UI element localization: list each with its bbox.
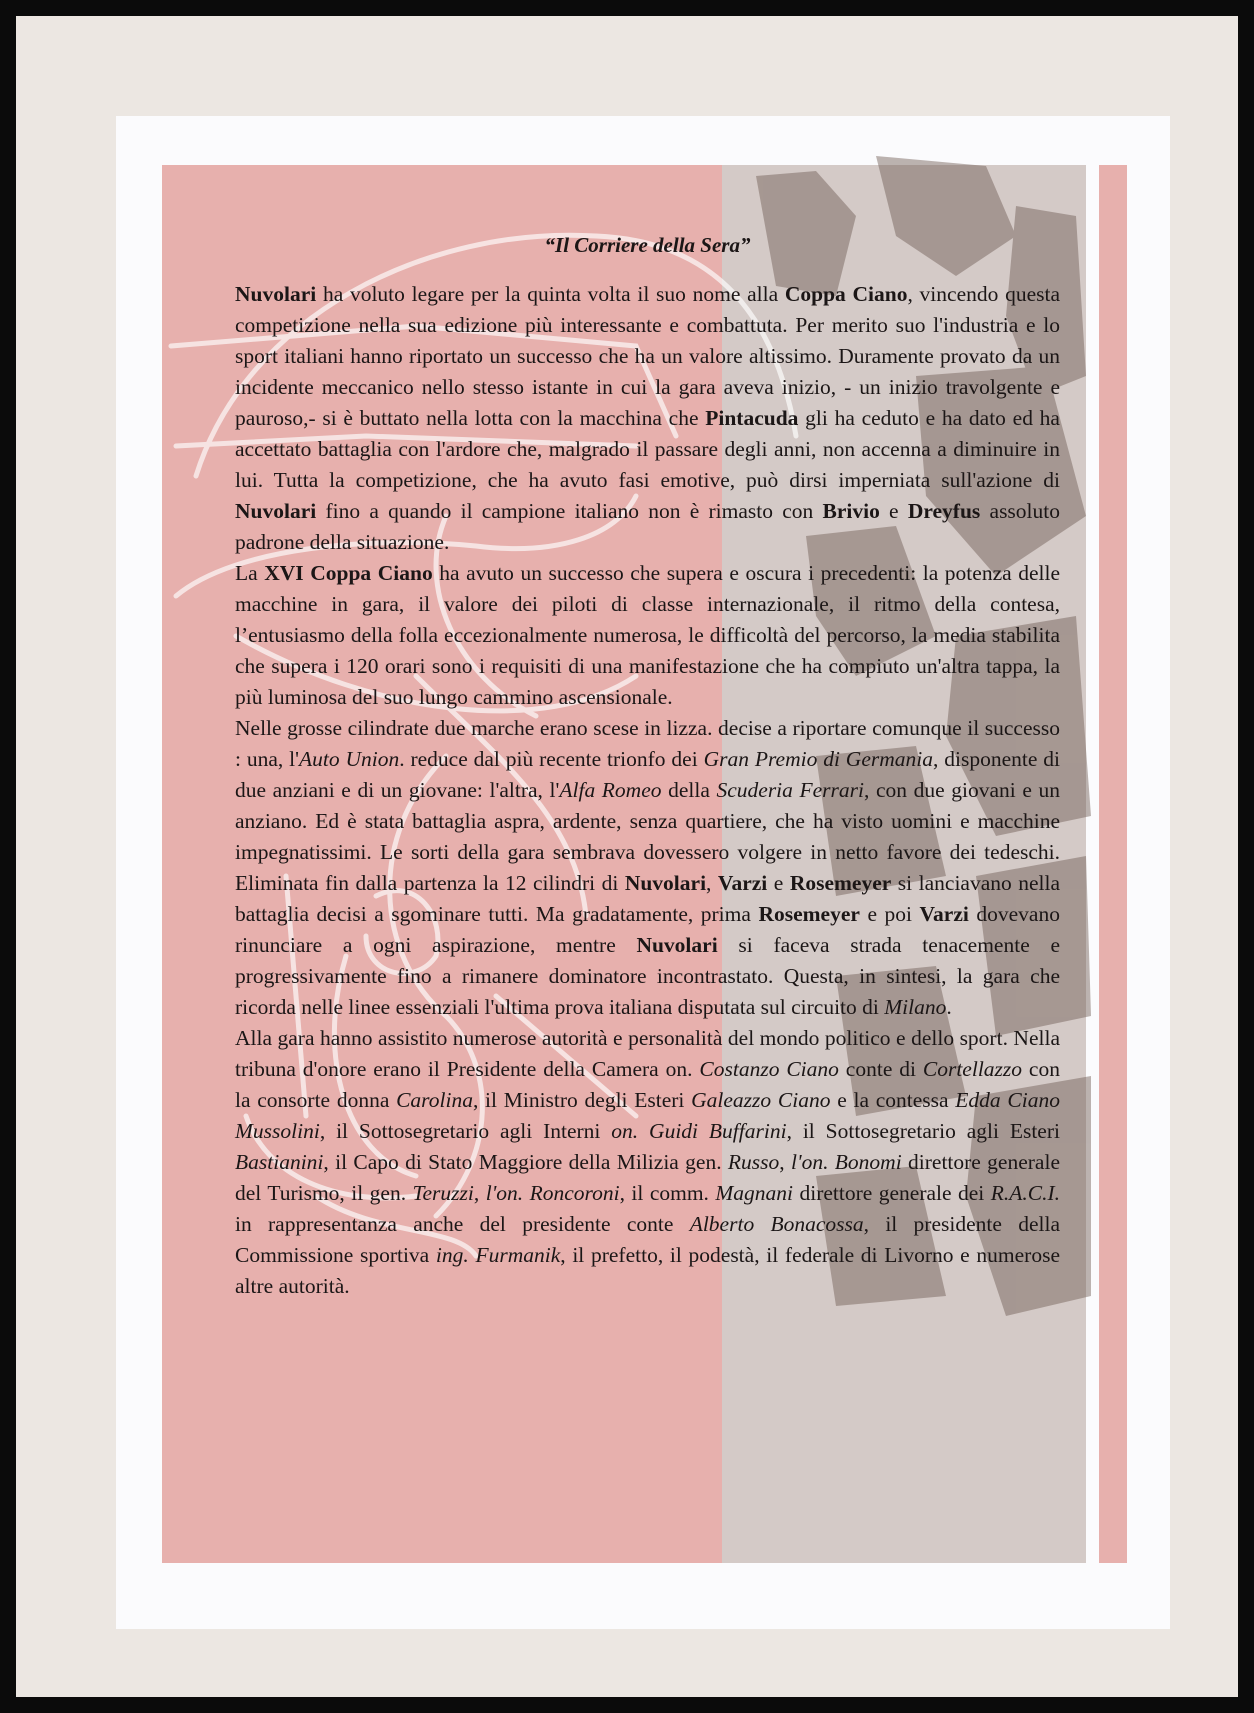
article-headline: “Il Corriere della Sera” [544,233,751,257]
italic-text-run: l'on. Roncoroni [485,1181,620,1205]
text-run: , il Sottosegretario agli Interni [319,1119,612,1143]
italic-text-run: R.A.C.I. [990,1181,1061,1205]
italic-text-run: Edda Ciano Mussolini [235,1088,1060,1143]
paragraph [235,713,1060,1023]
italic-text-run: Scuderia Ferrari [716,778,865,802]
text-run: , [779,1150,792,1174]
text-run: ha avuto un successo che supera e oscura i precedenti: la potenza delle macchine in gara, il valore dei piloti di classe internazionale, il ritmo della contesa, l’entusiasmo della folla eccezionalmente numerosa, le difficoltà del percorso, la media stabilita che supera i 120 orari sono i requisiti di una manifestazione che ha compiuto un'altra tappa, la più luminosa del suo lungo cammino ascensionale. [235,561,1061,709]
paragraph [235,279,1060,558]
text-run: , il Capo di Stato Maggiore della Milizia gen. [323,1150,728,1174]
photo-mat [16,16,1238,1697]
text-run: Nelle grosse cilindrate due marche erano scese in lizza. decise a riportare comunque il successo : una, l' [235,716,1060,771]
bold-text-run: Rosemeyer [758,902,860,926]
text-run: con la consorte donna [235,1057,1060,1112]
italic-text-run: l'on. Bonomi [791,1150,902,1174]
italic-text-run: Alberto Bonacossa [689,1212,864,1236]
text-run: , vincendo questa competizione nella sua edizione più interessante e combattuta. Per merito suo l'industria e lo sport italiani hanno riportato un successo che ha un valore altissimo. Duramente provato da un incidente meccanico nello stesso istante in cui la gara aveva inizio, - un inizio travolgente e pauroso,- si è buttato nella lotta con la macchina che [235,282,1061,430]
bold-text-run: Varzi [717,871,768,895]
italic-text-run: Costanzo Ciano [699,1057,839,1081]
text-run: , il Sottosegretario agli Esteri [786,1119,1060,1143]
bold-text-run: Nuvolari [624,871,707,895]
bold-text-run: Nuvolari [235,282,317,306]
text-run: e [767,871,790,895]
italic-text-run: Galeazzo Ciano [691,1088,831,1112]
text-run: fino a quando il campione italiano non è rimasto con [316,499,823,523]
italic-text-run: on. Guidi Buffarini [611,1119,787,1143]
italic-text-run: Alfa Romeo [559,778,662,802]
italic-text-run: Teruzzi [412,1181,474,1205]
text-run: ha voluto legare per la quinta volta il suo nome alla [316,282,785,306]
italic-text-run: Russo [727,1150,780,1174]
italic-text-run: Gran Premio di Germania [703,747,933,771]
text-run: La [235,561,265,585]
text-run: si lanciavano nella battaglia decisi a sgominare tutti. Ma gradatamente, prima [235,871,1061,926]
text-run: e poi [859,902,920,926]
text-run: e la contessa [830,1088,956,1112]
bold-text-run: Nuvolari [636,933,718,957]
text-run: si faceva strada tenacemente e progressivamente fino a rimanere dominatore incontrastato. Questa, in sintesi, la gara che ricorda nelle linee essenziali l'ultima prova italiana disputata sul circuito di [235,933,1060,1019]
bold-text-run: Pintacuda [705,406,799,430]
bold-text-run: Coppa Ciano [784,282,908,306]
text-run: , il Ministro degli Esteri [472,1088,692,1112]
text-run: , il presidente della Commissione sportiva [235,1212,1060,1267]
text-run: , il comm. [619,1181,716,1205]
text-run: dovevano rinunciare a ogni aspirazione, mentre [235,902,1060,957]
bold-text-run: Dreyfus [907,499,981,523]
text-run: assoluto padrone della situazione. [235,499,1060,554]
bold-text-run: Brivio [822,499,880,523]
italic-text-run: Milano [884,995,947,1019]
text-run: in rappresentanza anche del presidente conte [235,1212,690,1236]
text-run: direttore generale dei [793,1181,991,1205]
paragraph [235,1023,1060,1302]
article-text [235,230,1060,1302]
italic-text-run: Cortellazzo [922,1057,1023,1081]
text-run: , disponente di due anziani e di un giovane: l'altra, l' [235,747,1060,802]
text-run: , [473,1181,486,1205]
text-run: e [879,499,908,523]
bold-text-run: XVI Coppa Ciano [264,561,433,585]
paragraph [235,558,1060,713]
italic-text-run: Bastianini [235,1150,324,1174]
text-run: Alla gara hanno assistito numerose autorità e personalità del mondo politico e dello sport. Nella tribuna d'onore erano il Presidente della Camera on. [235,1026,1060,1081]
document-page [116,116,1170,1629]
italic-text-run: Auto Union [298,747,400,771]
text-run: della [661,778,717,802]
bold-text-run: Rosemeyer [789,871,892,895]
italic-text-run: Magnani [715,1181,794,1205]
text-run: , il prefetto, il podestà, il federale di Livorno e numerose altre autorità. [235,1243,1061,1298]
bold-text-run: Nuvolari [235,499,317,523]
italic-text-run: Carolina [396,1088,473,1112]
text-run: , con due giovani e un anziano. Ed è stata battaglia aspra, ardente, senza quartiere, che ha visto uomini e macchine impegnatissimi. Le sorti della gara sembrava dovessero volgere in netto favore dei tedeschi. Eliminata fin dalla partenza la 12 cilindri di [235,778,1060,895]
text-run: gli ha ceduto e ha dato ed ha accettato battaglia con l'ardore che, malgrado il passare degli anni, non accenna a diminuire in lui. Tutta la competizione, che ha avuto fasi emotive, può dirsi imperniata sull'azione di [235,406,1060,492]
text-run: . [946,995,952,1019]
text-run: . reduce dal più recente trionfo dei [399,747,704,771]
text-run: conte di [838,1057,923,1081]
bold-text-run: Varzi [919,902,969,926]
italic-text-run: ing. Furmanik [435,1243,561,1267]
text-run: direttore generale del Turismo, il gen. [235,1150,1060,1205]
text-run: , [706,871,718,895]
